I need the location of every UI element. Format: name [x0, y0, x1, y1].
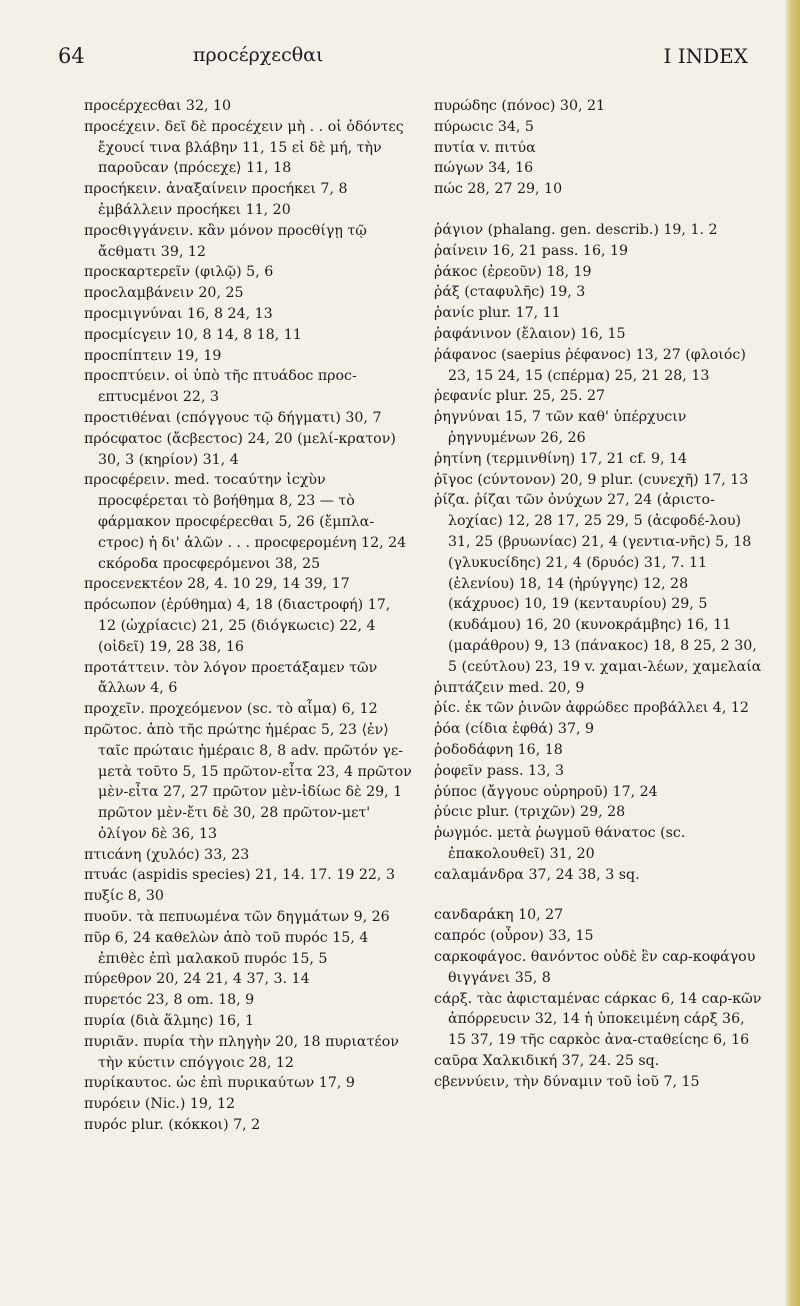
- index-entry: πτυάc (aspidis species) 21, 14. 17. 19 22, 3: [84, 867, 395, 884]
- index-entry: προcφέρειν. med. τοcαύτην ἰcχὺν προcφέρεται τὸ βοήθημα 8, 23 — τὸ φάρμακον προcφέρεcθαι 5, 26 (ἔμπλα-cτροc) ἡ δι' ἁλῶν . . . προcφερομένη 12, 24 cκόροδα προcφερόμενοι 38, 25: [84, 472, 407, 572]
- index-entry: cαλαμάνδρα 37, 24 38, 3 sq.: [434, 866, 640, 883]
- index-entry: cάρξ. τὰc ἀφιcταμέναc cάρκαc 6, 14 cαρ-κῶν ἀπόρρευcιν 32, 14 ἡ ὑποκειμένη cάρξ 36, 15 37, 19 τῆc cαρκὸc ἀνα-cταθείcηc 6, 16: [434, 990, 762, 1049]
- index-entry: πρόcωπον (ἐρύθημα) 4, 18 (διαcτροφή) 17, 12 (ὠχρίαcιc) 21, 25 (διόγκωcιc) 22, 4 (οἰδεῖ) 19, 28 38, 16: [84, 597, 391, 655]
- index-entry: ῥάφανοc (saepius ῥέφανοc) 13, 27 (φλοιόc) 23, 15 24, 15 (cπέρμα) 25, 21 28, 13: [434, 346, 746, 384]
- index-entry: προcτιθέναι (cπόγγουc τῷ δήγματι) 30, 7: [84, 409, 382, 426]
- page-header: [58, 44, 748, 76]
- page-edge: [786, 0, 800, 1306]
- index-entry: ῥίc. ἐκ τῶν ῥινῶν ἀφρώδεc προβάλλει 4, 12: [434, 700, 749, 717]
- index-entry: προcλαμβάνειν 20, 25: [84, 285, 244, 302]
- index-entry: ῥεφανίc plur. 25, 25. 27: [434, 388, 606, 405]
- index-entry: πτιcάνη (χυλόc) 33, 23: [84, 846, 250, 863]
- running-headword: προcέρχεcθαι: [193, 44, 324, 66]
- index-entry: ῥύποc (ἄγγουc οὐρηροῦ) 17, 24: [434, 783, 658, 800]
- index-column-left: [84, 96, 412, 1136]
- index-entry: προcήκειν. ἀναξαίνειν προcήκει 7, 8 ἐμβάλλειν προcήκει 11, 20: [84, 181, 348, 218]
- index-entry: cαῦρα Χαλκιδική 37, 24. 25 sq.: [434, 1053, 660, 1070]
- index-entry: ῥηγνύναι 15, 7 τῶν καθ' ὑπέρχυcιν ῥηγνυμένων 26, 26: [434, 409, 687, 446]
- index-entry: πώc 28, 27 29, 10: [434, 181, 563, 198]
- index-entry: προτάττειν. τὸν λόγον προετάξαμεν τῶν ἄλλων 4, 6: [84, 659, 378, 697]
- index-entry: ῥύcιc plur. (τριχῶν) 29, 28: [434, 804, 626, 821]
- index-entry: cαπρόc (οὖρον) 33, 15: [434, 928, 594, 945]
- index-entry: ῥοφεῖν pass. 13, 3: [434, 762, 565, 779]
- index-entry: ῥοδοδάφνη 16, 18: [434, 741, 563, 758]
- index-entry: πώγων 34, 16: [434, 160, 534, 177]
- index-entry: προcέχειν. δεῖ δὲ προcέχειν μὴ . . οἱ ὀδόντες ἔχουcί τινα βλάβην 11, 15 εἰ δὲ μή, τὴν παροῦcαν ⟨πρόcεχε⟩ 11, 18: [84, 118, 404, 177]
- index-entry: πυρία (διὰ ἅλμηc) 16, 1: [84, 1013, 255, 1030]
- section-title: I INDEX: [663, 44, 748, 68]
- index-entry: πυρόειν (Nic.) 19, 12: [84, 1096, 235, 1113]
- index-entry: πυρόc plur. (κόκκοι) 7, 2: [84, 1117, 261, 1134]
- index-entry: πρῶτοc. ἀπὸ τῆc πρώτηc ἡμέραc 5, 23 ⟨ἐν⟩ ταῖc πρώταιc ἡμέραιc 8, 8 adv. πρῶτόν γε-μετὰ τοῦτο 5, 15 πρῶτον-εἶτα 23, 4 πρῶτον μὲν-εἶτα 27, 27 πρῶτον μὲν-ἰδίωc δὲ 29, 1 πρῶτον μὲν-ἔτι δὲ 30, 28 πρῶτον-μετ' ὀλίγον δὲ 36, 13: [84, 721, 412, 842]
- index-entry: προcμιγνύναι 16, 8 24, 13: [84, 305, 273, 322]
- page-number: 64: [58, 44, 85, 68]
- index-entry: προcέρχεcθαι 32, 10: [84, 98, 232, 114]
- index-entry: ῥάξ (cταφυλῆc) 19, 3: [434, 284, 586, 301]
- index-entry: πυξίc 8, 30: [84, 888, 164, 905]
- index-entry: ῥαφάνινον (ἔλαιον) 16, 15: [434, 325, 626, 342]
- index-entry: cαρκοφάγοc. θανόντοc οὐδὲ ἓν cαρ-κοφάγου θιγγάνει 35, 8: [434, 949, 756, 986]
- index-entry: ῥιπτάζειν med. 20, 9: [434, 679, 585, 696]
- index-entry: πύρωcιc 34, 5: [434, 118, 534, 135]
- index-entry: πυρίκαυτοc. ὡc ἐπὶ πυρικαύτων 17, 9: [84, 1075, 355, 1092]
- index-entry: cβεννύειν, τὴν δύναμιν τοῦ ἰοῦ 7, 15: [434, 1073, 700, 1090]
- index-entry: πυτία v. πιτύα: [434, 139, 536, 156]
- index-entry: ῥόα (cίδια ἑφθά) 37, 9: [434, 721, 595, 738]
- index-entry: προcμίcγειν 10, 8 14, 8 18, 11: [84, 326, 302, 343]
- index-entry: προχεῖν. προχεόμενον (sc. τὸ αἷμα) 6, 12: [84, 701, 378, 718]
- index-entry: ῥάκοc (ἐρεοῦν) 18, 19: [434, 263, 592, 280]
- index-column-right: [434, 96, 762, 1093]
- index-entry: προcπτύειν. οἱ ὑπὸ τῆc πτυάδοc προc-επτυcμένοι 22, 3: [84, 368, 357, 406]
- index-entry: πυριᾶν. πυρία τὴν πληγὴν 20, 18 πυριατέον τὴν κύcτιν cπόγγοιc 28, 12: [84, 1033, 399, 1071]
- index-entry: προcενεκτέον 28, 4. 10 29, 14 39, 17: [84, 576, 350, 593]
- index-entry: ῥίζα. ῥίζαι τῶν ὀνύχων 27, 24 (ἀριcτο-λοχίαc) 12, 28 17, 25 29, 5 (ἀcφοδέ-λου) 31, 25 (βρυωνίαc) 21, 4 (γεντια-νῆc) 5, 18 (γλυκυcίδηc) 21, 4 (δρυόc) 31, 7. 11 (ἑλενίου) 18, 14 (ἠρύγγηc) 12, 28 (κάχρυοc) 10, 19 (κενταυρίου) 29, 5 (κυδάμου) 16, 20 (κυνοκράμβηc) 16, 11 (μαράθρου) 9, 13 (πάνακοc) 18, 8 25, 2 30, 5 (cεύτλου) 23, 19 v. χαμαι-λέων, χαμελαία: [434, 492, 762, 675]
- index-entry: ῥανίc plur. 17, 11: [434, 305, 561, 322]
- index-entry: πυοῦν. τὰ πεπυωμένα τῶν δηγμάτων 9, 26: [84, 909, 390, 926]
- index-entry: ῥάγιον (phalang. gen. describ.) 19, 1. 2: [434, 221, 718, 238]
- index-entry: προcθιγγάνειν. κἂν μόνον προcθίγῃ τῷ ἄcθματι 39, 12: [84, 222, 367, 260]
- index-entry: cανδαράκη 10, 27: [434, 907, 564, 924]
- index-entry: πῦρ 6, 24 καθελὼν ἀπὸ τοῦ πυρόc 15, 4 ἐπιθὲc ἐπὶ μαλακοῦ πυρόc 15, 5: [84, 929, 369, 967]
- index-entry: ῥωγμόc. μετὰ ῥωγμοῦ θάνατοc (sc. ἐπακολουθεῖ) 31, 20: [434, 825, 686, 862]
- index-entry: προcκαρτερεῖν (φιλῷ) 5, 6: [84, 264, 274, 281]
- index-entry: ῥῖγοc (cύντονον) 20, 9 plur. (cυνεχῆ) 17, 13: [434, 471, 749, 488]
- index-entry: πρόcφατοc (ἄcβεcτοc) 24, 20 (μελί-κρατον) 30, 3 (κηρίον) 31, 4: [84, 430, 396, 468]
- index-entry: ῥητίνη (τερμινθίνη) 17, 21 cf. 9, 14: [434, 450, 688, 467]
- index-entry: προcπίπτειν 19, 19: [84, 347, 222, 364]
- index-entry: πυρώδηc (πόνοc) 30, 21: [434, 98, 606, 114]
- index-entry: ῥαίνειν 16, 21 pass. 16, 19: [434, 242, 629, 259]
- index-entry: πυρετόc 23, 8 om. 18, 9: [84, 992, 255, 1009]
- index-entry: πύρεθρον 20, 24 21, 4 37, 3. 14: [84, 971, 310, 988]
